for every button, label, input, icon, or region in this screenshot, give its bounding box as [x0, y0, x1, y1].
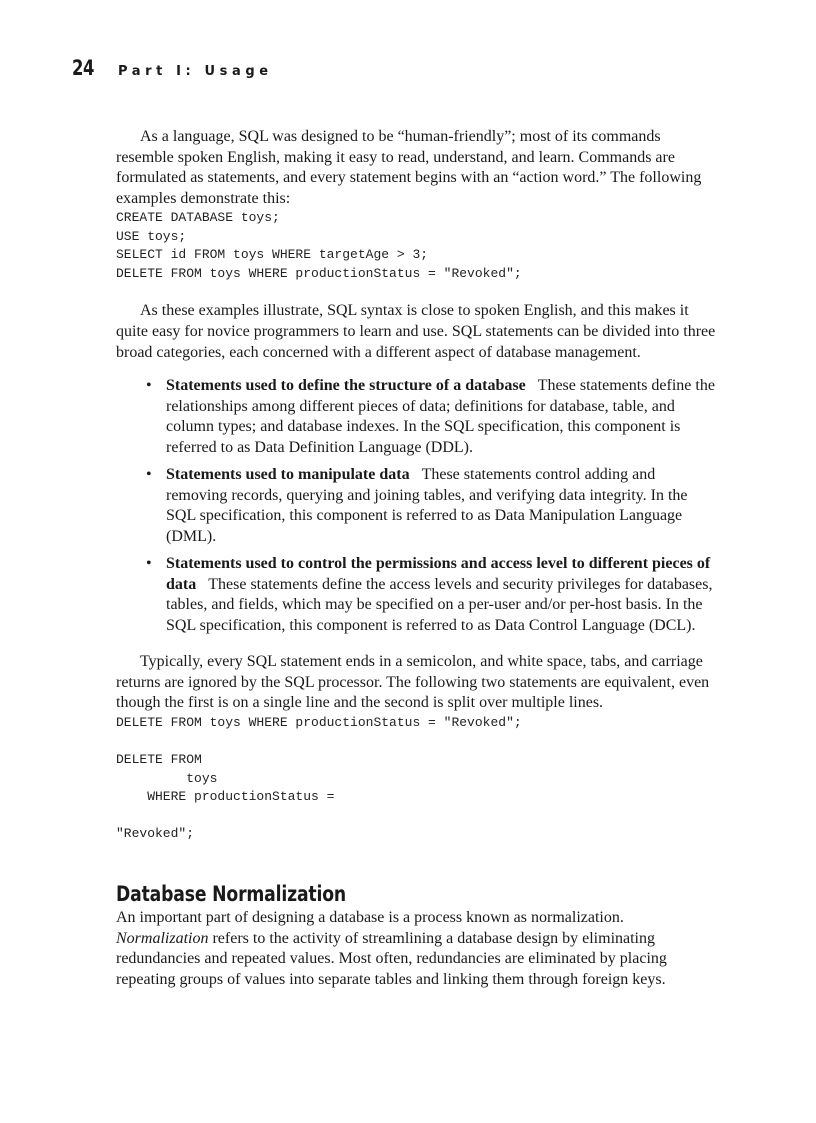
list-item-lead: Statements used to define the structure of a database	[166, 377, 526, 395]
bullet-icon: •	[146, 466, 152, 484]
intro-paragraph: As a language, SQL was designed to be “human-friendly”; most of its commands resemble spoken English, making it easy to read, understand, and learn. Commands are formulated as statements, and every statement begins with an “action word.” The following examples demonstrate this:	[116, 128, 702, 207]
normalization-definition: refers to the activity of streamlining a database design by eliminating redundancies and repeated values. Most often, redundancies are eliminated by placing repeating groups of values into separate tables and linking them through foreign keys.	[116, 929, 667, 988]
code-example-1: CREATE DATABASE toys; USE toys; SELECT id FROM toys WHERE targetAge > 3; DELETE FROM toys WHERE productionStatus = "Revoked";	[116, 210, 522, 281]
categories-paragraph: As these examples illustrate, SQL syntax is close to spoken English, and this makes it quite easy for novice programmers to learn and use. SQL statements can be divided into three broad categories, each concerned with a different aspect of database management.	[116, 302, 716, 361]
part-label: Part I: Usage	[118, 64, 273, 79]
list-item-dml	[146, 465, 716, 547]
section-heading: Database Normalization	[116, 881, 346, 906]
page-number: 24	[72, 56, 95, 80]
code-example-2: DELETE FROM toys WHERE productionStatus = "Revoked"; DELETE FROM toys WHERE productionStatus = "Revoked";	[116, 715, 522, 842]
running-header	[72, 56, 273, 86]
list-item-lead: Statements used to control the permissions and access level to different pieces of data	[166, 554, 711, 593]
categories-list	[116, 376, 716, 636]
page-body	[116, 127, 716, 991]
normalization-paragraph	[116, 908, 716, 990]
whitespace-paragraph: Typically, every SQL statement ends in a semicolon, and white space, tabs, and carriage returns are ignored by the SQL processor. The following two statements are equivalent, even though the first is on a single line and the second is split over multiple lines.	[116, 653, 710, 712]
bullet-icon: •	[146, 377, 152, 395]
bullet-icon: •	[146, 554, 152, 572]
list-item-text: These statements define the access levels and security privileges for databases, tables, and fields, which may be specified on a per-user and/or per-host basis. In the SQL specification, this component is referred to as Data Control Language (DCL).	[166, 575, 713, 634]
list-item-text: These statements define the relationships among different pieces of data; definitions for database, table, and column types; and database indexes. In the SQL specification, this component is referred to as Data Definition Language (DDL).	[166, 377, 715, 456]
list-item-text: These statements control adding and removing records, querying and joining tables, and verifying data integrity. In the SQL specification, this component is referred to as Data Manipulation Language (DML).	[166, 466, 688, 545]
list-item-ddl	[146, 376, 716, 458]
list-item-lead: Statements used to manipulate data	[166, 466, 410, 484]
normalization-intro: An important part of designing a database is a process known as normalization.	[116, 909, 624, 927]
normalization-term: Normalization	[116, 929, 209, 947]
list-item-dcl	[146, 554, 716, 636]
